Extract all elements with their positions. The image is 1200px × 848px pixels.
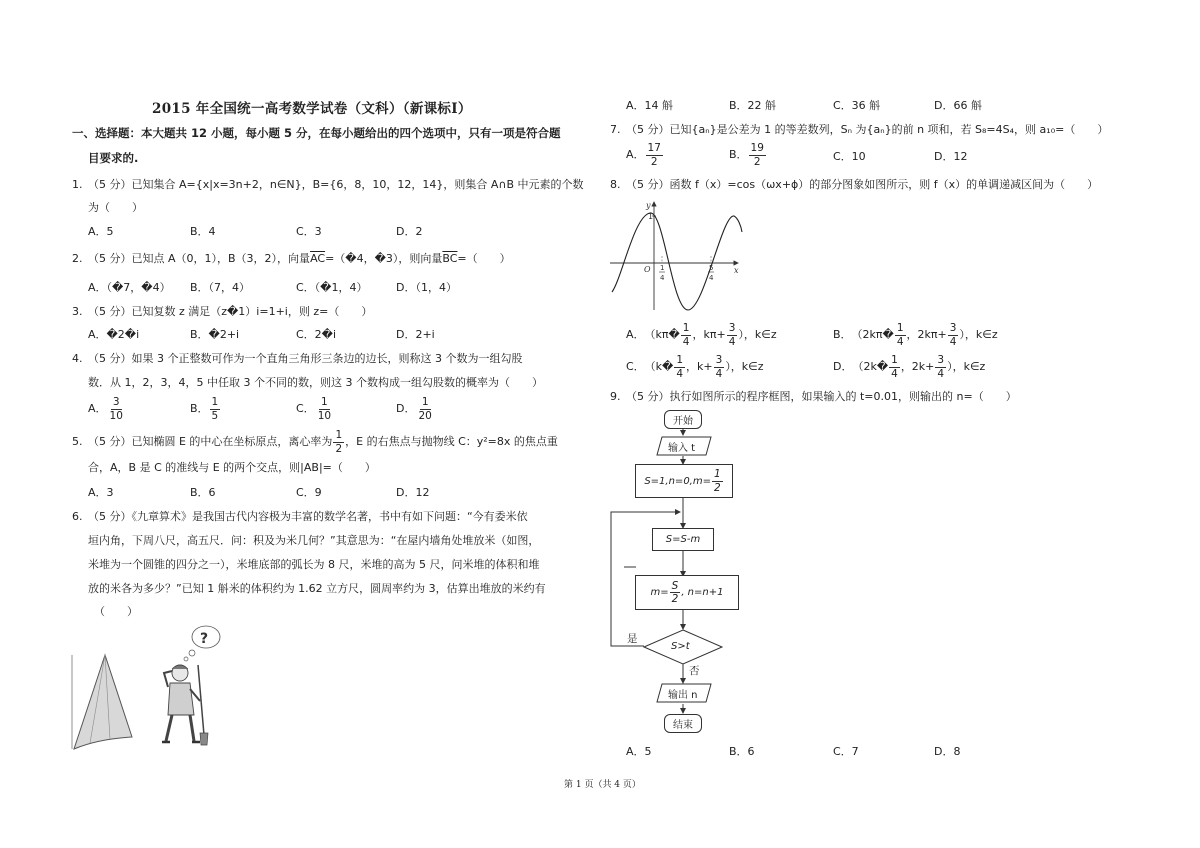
q2-option-d: D．（1，4） — [396, 281, 457, 294]
q2-option-c: C．（�1，4） — [296, 281, 368, 294]
q4-option-d-label: D． — [396, 402, 416, 415]
q4-option-b-label: B． — [190, 402, 209, 415]
q2-option-b: B．（7，4） — [190, 281, 251, 294]
q8-option-d — [833, 355, 985, 379]
q1-option-a: A．5 — [88, 225, 114, 238]
flowchart-yes-label: 是 — [627, 633, 638, 645]
q7-option-d: D．12 — [934, 150, 968, 163]
q8-c-f2-num: 3 — [715, 354, 723, 366]
q9-option-d: D．8 — [934, 745, 961, 758]
q6-option-b: B．22 斛 — [729, 99, 777, 112]
q7-option-a-label: A． — [626, 148, 645, 161]
flowchart-step-m — [635, 575, 739, 610]
question-8: 8. （5 分）函数 f（x）=cos（ωx+ϕ）的部分图象如图所示，则 f（x）的单调递减区间为（ ） — [610, 178, 1099, 191]
q9-option-a: A．5 — [626, 745, 652, 758]
section-heading-line1: 一、选择题：本大题共 12 小题，每小题 5 分，在每小题给出的四个选项中，只有一项是符合题 — [72, 126, 561, 140]
q8-c-f1-num: 1 — [676, 354, 684, 366]
flowchart-no-label: 否 — [689, 665, 700, 677]
flowchart-input-label: 输入 t — [668, 443, 696, 454]
q8-a-f2-num: 3 — [728, 322, 736, 334]
q5-option-d: D．12 — [396, 486, 430, 499]
q4-option-a — [88, 397, 126, 421]
q5-text-pre: 5. （5 分）已知椭圆 E 的中心在坐标原点，离心率为 — [72, 435, 333, 448]
q8-a-f1-num: 1 — [682, 322, 690, 334]
q8-a-f2-den: 4 — [728, 335, 736, 348]
q2-option-a: A．（�7，�4） — [88, 281, 171, 294]
page-title: 2015 年全国统一高考数学试卷（文科）（新课标Ⅰ） — [152, 101, 472, 117]
section-heading-line2: 目要求的. — [88, 151, 139, 165]
cosine-graph — [608, 198, 748, 316]
q5-option-a: A．3 — [88, 486, 114, 499]
q4-b-denominator: 5 — [211, 409, 219, 422]
question-9: 9. （5 分）执行如图所示的程序框图，如果输入的 t=0.01，则输出的 n=（ ） — [610, 390, 1017, 403]
flowchart-step-m-den: 2 — [671, 593, 679, 605]
question-7: 7. （5 分）已知{aₙ}是公差为 1 的等差数列，Sₙ 为{aₙ}的前 n 项和，若 S₈=4S₄，则 a₁₀=（ ） — [610, 123, 1109, 136]
q3-option-b: B．�2+i — [190, 328, 240, 341]
y-tick-label: 1 — [648, 212, 654, 221]
q8-c-f2-den: 4 — [715, 367, 723, 380]
q8-c-part2: ，k+ — [686, 360, 713, 373]
question-6-line1: 6. （5 分）《九章算术》是我国古代内容极为丰富的数学名著，书中有如下问题：“今有委米依 — [72, 510, 528, 523]
q4-c-denominator: 10 — [317, 409, 332, 422]
q4-a-denominator: 10 — [109, 409, 123, 422]
q8-b-part1: B． （2kπ� — [833, 328, 894, 341]
question-5-line2: 合，A，B 是 C 的准线与 E 的两个交点，则|AB|=（ ） — [88, 461, 376, 474]
q7-option-b — [729, 143, 767, 167]
flowchart-step-m-post: , n=n+1 — [681, 587, 724, 598]
flowchart-step-s: S=S-m — [652, 528, 714, 551]
q5-option-b: B．6 — [190, 486, 216, 499]
q4-d-denominator: 20 — [418, 409, 432, 422]
q7-b-denominator: 2 — [753, 155, 761, 168]
q8-d-f1-num: 1 — [891, 354, 898, 366]
flowchart-start: 开始 — [664, 410, 702, 429]
q2-vector-bc: $\overline{BC}$ — [442, 252, 458, 265]
q8-option-a — [626, 323, 777, 347]
q8-c-part1: C． （k� — [626, 360, 674, 373]
q8-b-f1-den: 4 — [896, 335, 904, 348]
q3-option-d: D．2+i — [396, 328, 435, 341]
q7-a-numerator: 17 — [647, 142, 661, 154]
q7-a-denominator: 2 — [650, 155, 658, 168]
q4-option-c-label: C． — [296, 402, 315, 415]
q7-option-b-label: B． — [729, 148, 748, 161]
question-2 — [72, 250, 511, 266]
flowchart-step-m-num: S — [671, 579, 679, 592]
q3-option-a: A．�2�i — [88, 328, 140, 341]
flowchart-condition-label: S>t — [671, 641, 690, 652]
q8-b-f2-den: 4 — [949, 335, 957, 348]
flowchart-output-label: 输出 n — [668, 690, 698, 701]
q7-b-numerator: 19 — [750, 142, 764, 154]
q7-option-a — [626, 143, 664, 167]
svg-text:?: ? — [200, 631, 209, 647]
question-1-line1: 1. （5 分）已知集合 A={x|x=3n+2，n∈N}，B={6，8，10，12，14}，则集合 A∩B 中元素的个数 — [72, 178, 584, 191]
cosine-curve — [612, 213, 742, 310]
flowchart-init-den: 2 — [713, 481, 721, 494]
q8-b-f2-num: 3 — [949, 322, 957, 334]
page-footer: 第 1 页（共 4 页） — [564, 780, 641, 790]
svg-text:1: 1 — [660, 264, 665, 272]
question-1-line2: 为（ ） — [88, 201, 143, 214]
question-6-line4: 放的米各为多少？”已知 1 斛米的体积约为 1.62 立方尺，圆周率约为 3，估算出堆放的米约有 — [88, 582, 546, 595]
q8-d-f2-den: 4 — [937, 367, 945, 380]
q6-option-c: C．36 斛 — [833, 99, 881, 112]
question-4-line1: 4. （5 分）如果 3 个正整数可作为一个直角三角形三条边的边长，则称这 3 个数为一组勾股 — [72, 352, 523, 365]
q5-option-c: C．9 — [296, 486, 322, 499]
flowchart-end: 结束 — [664, 714, 702, 733]
q4-option-d — [396, 397, 435, 421]
q8-c-part3: ），k∈z — [725, 360, 764, 373]
x-axis-label: x — [734, 266, 739, 275]
q2-text-pre: 2. （5 分）已知点 A（0，1），B（3，2），向量 — [72, 252, 311, 265]
q5-frac-numerator: 1 — [335, 429, 343, 441]
q8-d-f1-den: 4 — [891, 367, 898, 380]
q9-option-c: C．7 — [833, 745, 859, 758]
q2-text-mid: =（�4，�3），则向量 — [325, 252, 443, 265]
q8-a-part2: ，kπ+ — [692, 328, 726, 341]
q5-frac-denominator: 2 — [335, 442, 343, 455]
q8-d-part3: ），k∈z — [947, 360, 986, 373]
q4-c-numerator: 1 — [321, 396, 328, 408]
q4-a-numerator: 3 — [112, 396, 120, 408]
q8-d-part2: ，2k+ — [900, 360, 935, 373]
y-axis-label: y — [646, 201, 651, 210]
q6-option-d: D．66 斛 — [934, 99, 982, 112]
svg-text:5: 5 — [709, 264, 714, 272]
q4-option-a-label: A． — [88, 402, 107, 415]
q8-d-part1: D． （2k� — [833, 360, 889, 373]
q4-b-numerator: 1 — [211, 396, 219, 408]
q8-b-f1-num: 1 — [896, 322, 904, 334]
q8-a-part1: A． （kπ� — [626, 328, 680, 341]
q8-b-part3: ），k∈z — [959, 328, 998, 341]
rice-pile-illustration — [70, 615, 230, 755]
q6-option-a: A．14 斛 — [626, 99, 674, 112]
q5-text-post: ，E 的右焦点与抛物线 C：y²=8x 的焦点重 — [345, 435, 558, 448]
question-3: 3. （5 分）已知复数 z 满足（z�1）i=1+i，则 z=（ ） — [72, 305, 373, 318]
q8-option-b — [833, 323, 998, 347]
q1-option-b: B．4 — [190, 225, 216, 238]
flowchart-init-text: S=1,n=0,m= — [644, 475, 711, 487]
question-4-line2: 数．从 1，2，3，4，5 中任取 3 个不同的数，则这 3 个数构成一组勾股数的概率为（ ） — [88, 376, 543, 389]
question-6-line2: 垣内角，下周八尺，高五尺．问：积及为米几何？”其意思为：“在屋内墙角处堆放米（如图， — [88, 534, 540, 547]
q2-vector-ac: $\overline{AC}$ — [310, 252, 326, 265]
q8-a-f1-den: 4 — [682, 335, 690, 348]
q4-d-numerator: 1 — [421, 396, 429, 408]
q8-a-part3: ），k∈z — [738, 328, 777, 341]
q4-option-b — [190, 397, 221, 421]
q1-option-d: D．2 — [396, 225, 423, 238]
flowchart-step-m-pre: m= — [650, 587, 669, 598]
question-6-line5: （ ） — [94, 605, 138, 618]
q7-option-c: C．10 — [833, 150, 866, 163]
flowchart-init-num: 1 — [713, 468, 721, 480]
origin-label: O — [644, 265, 651, 274]
q1-option-c: C．3 — [296, 225, 322, 238]
q8-d-f2-num: 3 — [937, 354, 945, 366]
q4-option-c — [296, 397, 334, 421]
q2-text-post: =（ ） — [457, 252, 511, 265]
q8-b-part2: ，2kπ+ — [906, 328, 947, 341]
flowchart-init-box — [635, 464, 733, 498]
q3-option-c: C．2�i — [296, 328, 337, 341]
q8-option-c — [626, 355, 764, 379]
svg-text:4: 4 — [660, 274, 665, 282]
question-6-line3: 米堆为一个圆锥的四分之一），米堆底部的弧长为 8 尺，米堆的高为 5 尺，问米堆的体积和堆 — [88, 558, 540, 571]
q8-c-f1-den: 4 — [676, 367, 684, 380]
q9-option-b: B．6 — [729, 745, 755, 758]
question-5-line1 — [72, 430, 558, 454]
svg-text:4: 4 — [709, 274, 714, 282]
